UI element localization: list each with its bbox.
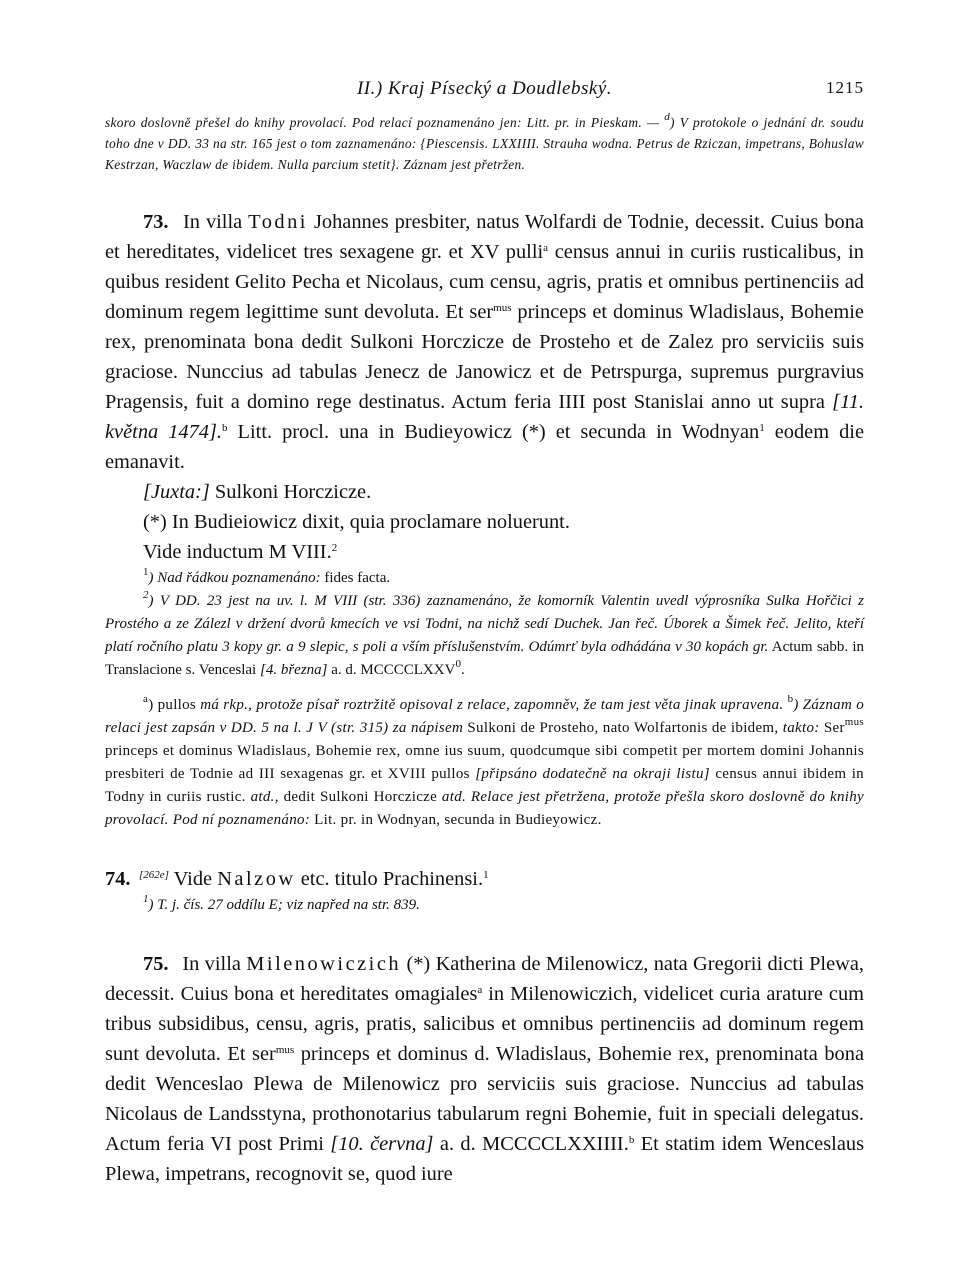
footnote-text: [připsáno dodatečně na okraji listu] <box>475 766 710 782</box>
note-text: skoro doslovně přešel do knihy provolací. Pod relací poznamenáno jen: Litt. pr. in Pieskam. — <box>105 115 665 130</box>
note-text: ) V protokole o jednání dr. soudu toho dne v DD. 33 na str. 165 jest o tom zaznamenáno: {Piescensis. LXXIIII. Strauha wodna. Petrus de Rziczan, impetrans, Bohuslaw Kestrzan, Waczlaw de ibidem. Nulla parcium stetit}. Záznam jest přetržen. <box>105 115 865 172</box>
footnote-marker: a <box>477 984 483 996</box>
footnote-marker: b <box>222 422 228 434</box>
place-name: Nalzow <box>217 868 296 890</box>
entry-text: Et statim idem Wenceslaus Plewa, impetrans, recognovit se, quod iure <box>105 1133 865 1185</box>
footnote-marker: 2 <box>143 589 149 601</box>
entry-text: a. d. MCCCCLXXIIII. <box>433 1133 629 1155</box>
footnote-text: a. d. MCCCCLXXV <box>327 662 456 678</box>
footnote-marker: b <box>628 1134 635 1146</box>
footnote-text: Ser <box>819 720 845 736</box>
entry-text: eodem die emanavit. <box>105 421 864 473</box>
vide-text: Vide inductum M VIII. <box>143 541 332 563</box>
footnote-marker: a <box>143 693 149 705</box>
footnote-text: . <box>460 662 465 678</box>
footnote-marker: b <box>787 693 794 705</box>
page-number: 1215 <box>826 78 864 97</box>
footnote-text: ) pullos <box>148 697 201 713</box>
entry-text: princeps et dominus d. Wladislaus, Bohemie rex, prenominata bona dedit Wenceslao Plewa de Milenowicz pro serviciis suis graciose. Nunccius ad tabulas Nicolaus de Landsstyna, prothonotarius tabularum regni Bohemie, fuit in speciali delegatus. Actum feria VI post Primi <box>105 1043 864 1155</box>
entry-75 <box>105 949 864 1189</box>
entry-text: Litt. procl. una in Budieyowicz (*) et secunda in Wodnyan <box>227 421 760 443</box>
footnote-text: Sulkoni de Prosteho, nato Wolfartonis de ibidem, <box>463 720 783 736</box>
date-bracket: [11. května 1474]. <box>105 391 864 443</box>
footnote-text: dedit Sulkoni Horczicze <box>278 789 442 805</box>
footnote-74-1 <box>143 894 864 917</box>
entry-text: In villa <box>177 953 247 975</box>
date-bracket: [4. března] <box>259 662 328 678</box>
footnote-a-b <box>105 694 864 832</box>
entry-text: (*) Katherina de Milenowicz, nata Gregorii dicti Plewa, decessit. Cuius bona et hereditates omagiales <box>105 953 864 1005</box>
juxta-text: Sulkoni Horczicze. <box>209 481 372 503</box>
page-header <box>105 78 864 112</box>
footnote-2 <box>105 590 864 682</box>
footnote-text: ) Nad řádkou poznamenáno: <box>148 570 321 586</box>
footnote-text: ) T. j. čís. 27 oddílu E; viz napřed na str. 839. <box>148 897 420 913</box>
footnote-text: fides facta. <box>320 570 391 586</box>
vide-line <box>143 537 864 567</box>
running-title: II.) Kraj Písecký a Doudlebský. <box>356 78 613 99</box>
footnote-marker: 1 <box>143 566 149 578</box>
footnote-text: ) V DD. 23 jest na uv. l. M VIII (str. 336) zaznamenáno, že komorník Valentin uvedl výprosníka Sulka Hořčici z Prostého a ze Zálezl v držení dvorů kmecích ve vsi Todni, na nichž sedí Duchek. Jan řeč. Úborek a Šimek řeč. Jelito, kteří platí ročního platu 3 kopy gr. a 9 slepic, s poli a vším příslušenstvím. Odúmrť byla odhádána v 30 kopách gr. <box>105 593 864 655</box>
juxta-label: [Juxta:] <box>143 481 210 503</box>
entry-number: 74. <box>105 868 131 890</box>
footnote-text: ) Záznam o relaci jest zapsán v DD. 5 na l. J V (str. 315) za nápisem <box>105 697 865 736</box>
entry-text: Johannes presbiter, natus Wolfardi de Todnie, decessit. Cuius bona et hereditates, videlicet tres sexagene gr. et XV pulli <box>105 211 864 263</box>
superscript: 0 <box>455 658 461 670</box>
footnote-text: Actum sabb. in Translacione s. Venceslai <box>105 639 864 678</box>
footnote-marker: 1 <box>143 893 149 905</box>
entry-text: etc. titulo Prachinensi. <box>295 868 484 890</box>
footnote-text: census annui ibidem in Todny in curiis rustic. <box>105 766 864 805</box>
footnote-marker: d <box>664 111 671 123</box>
entry-number: 75. <box>143 953 169 975</box>
entry-text: in Milenowiczich, videlicet curia arature cum tribus subsidibus, censu, agris, pratis, salicibus et omnibus pertinenciis ad dominum regem sunt devoluta. Et ser <box>105 983 865 1065</box>
star-note: (*) In Budieiowicz dixit, quia proclamare noluerunt. <box>143 511 570 533</box>
footnote-text: takto: <box>782 720 820 736</box>
abbreviation-sup: mus <box>844 716 864 728</box>
footnote-text: atd. Relace jest přetržena, protože přešla skoro doslovně do knihy provolací. Pod ní poznamenáno: <box>105 789 864 828</box>
folio-reference: [262e] <box>139 869 169 881</box>
entry-text: In villa <box>177 211 249 233</box>
footnote-marker: a <box>543 242 549 254</box>
date-bracket: [10. června] <box>330 1133 434 1155</box>
footnote-text: má rkp., protože písař roztržitě opisoval z relace, zapomněv, že tam jest věta jinak upravena. <box>200 697 788 713</box>
entry-text: princeps et dominus Wladislaus, Bohemie rex, prenominata bona dedit Sulkoni Horczicze de Prosteho et de Zalez pro serviciis suis graciose. Nunccius ad tabulas Jenecz de Janowicz et de Petrspurga, supremus purgravius Pragensis, fuit a domino rege destinatus. Actum feria IIII post Stanislai anno ut supra <box>105 301 864 413</box>
footnote-text: princeps et dominus Wladislaus, Bohemie rex, omne ius suum, quodcumque sibi competit per mortem domini Johannis presbiteri de Todnie ad III sexagenas gr. et XVIII pullos <box>105 743 864 782</box>
place-name: Todni <box>248 211 308 233</box>
juxta-line <box>143 477 864 507</box>
footnote-marker: 1 <box>483 869 489 881</box>
entry-74 <box>105 864 864 894</box>
place-name: Milenowiczich <box>246 953 402 975</box>
footnote-marker: 2 <box>331 542 338 554</box>
entry-73 <box>105 207 864 477</box>
abbreviation-sup: mus <box>493 302 512 314</box>
footnote-marker: 1 <box>759 422 765 434</box>
entry-text: census annui in curiis rusticalibus, in quibus resident Gelito Pecha et Nicolaus, cum censu, agris, pratis et omnibus pertinenciis ad dominum regem legittime sunt devoluta. Et ser <box>105 241 864 323</box>
footnote-1 <box>143 567 864 590</box>
footnote-text: atd., <box>250 789 279 805</box>
footnote-text: Lit. pr. in Wodnyan, secunda in Budieyowicz. <box>310 812 602 828</box>
abbreviation-sup: mus <box>275 1044 295 1056</box>
top-footnote-continuation <box>105 112 864 175</box>
entry-number: 73. <box>143 211 169 233</box>
entry-text: Vide <box>168 868 218 890</box>
